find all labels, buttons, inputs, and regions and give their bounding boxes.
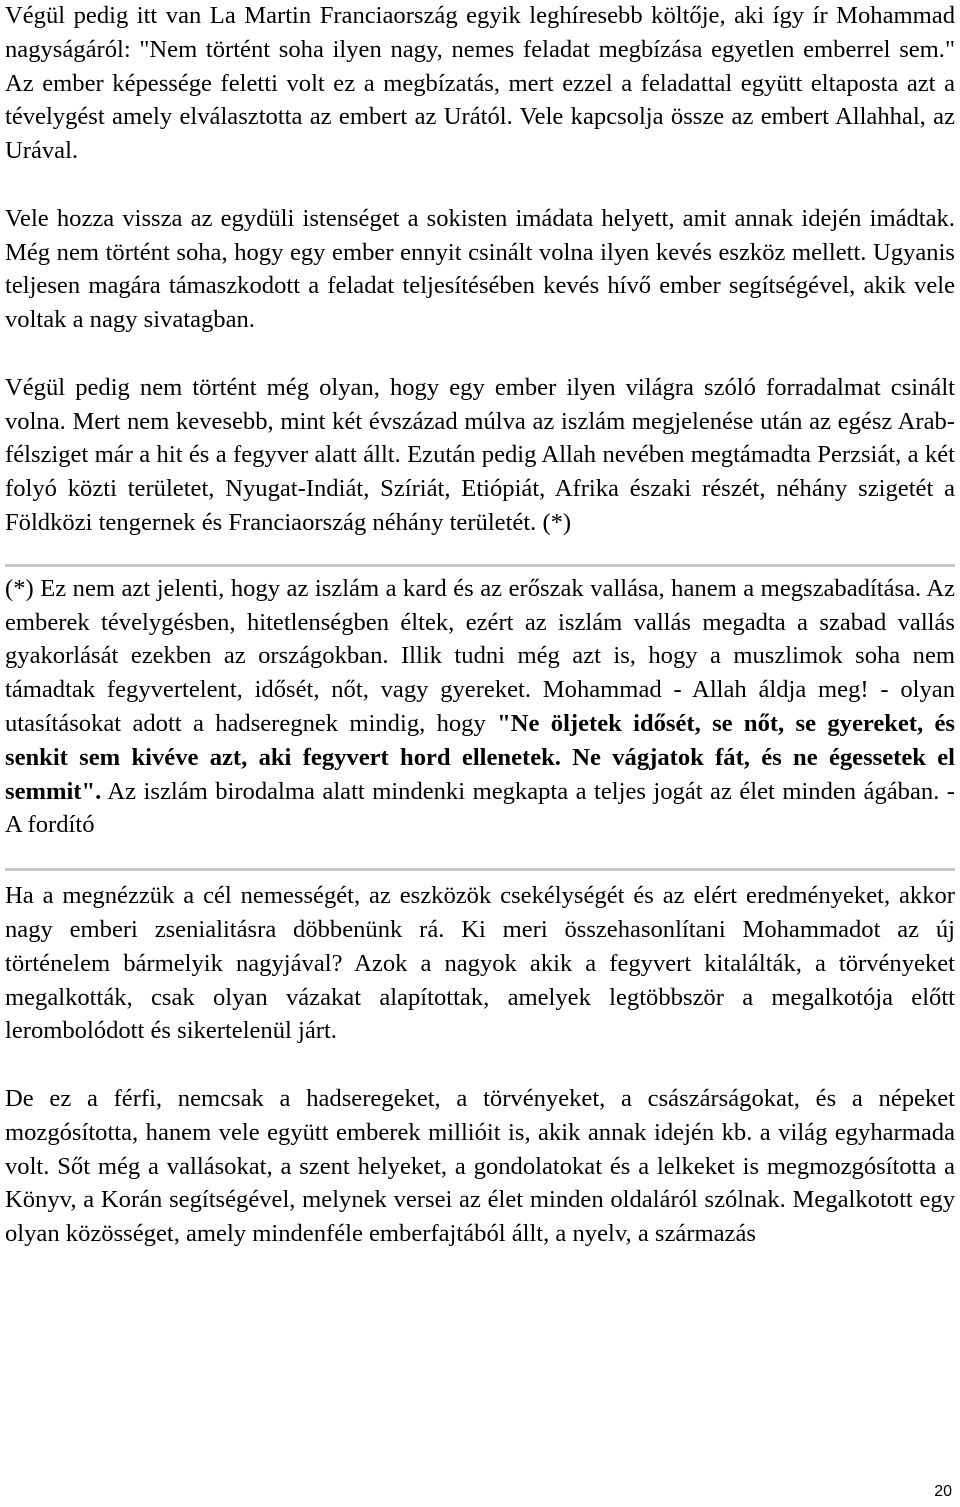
- page-number: 20: [934, 1483, 952, 1500]
- paragraph-revolution: Végül pedig nem történt még olyan, hogy egy ember ilyen világra szóló forradalmat csinált volna. Mert nem kevesebb, mint két évszázad múlva az iszlám megjelenése után az egész Arab-félsziget már a hit és a fegyver alatt állt. Ezután pedig Allah nevében megtámadta Perzsiát, a két folyó közti területet, Nyugat-Indiát, Szíriát, Etiópiát, Afrika északi részét, néhány szigetét a Földközi tengernek és Franciaország néhány területét. (*): [5, 373, 955, 536]
- paragraph-mobilization: De ez a férfi, nemcsak a hadseregeket, a törvényeket, a császárságokat, és a népeket mozgósította, hanem vele együtt emberek millióit is, akik annak idején kb. a világ egyharmada volt. Sőt még a vallásokat, a szent helyeket, a gondolatokat és a lelkeket is megmozgósította a Könyv, a Korán segítségével, melynek versei az élet minden oldaláról szólnak. Megalkotott egy olyan közösséget, amely mindenféle emberfajtából állt, a nyelv, a származás: [5, 1084, 955, 1248]
- footnote-text-end: Az iszlám birodalma alatt mindenki megkapta a teljes jogát az élet minden ágában. - A fordító: [5, 777, 955, 839]
- paragraph-monotheism: Vele hozza vissza az egydüli istenséget a sokisten imádata helyett, amit annak idején imádtak. Még nem történt soha, hogy egy ember ennyit csinált volna ilyen kevés eszköz mellett. Ugyanis teljesen magára támaszkodott a feladat teljesítésében kevés hívő ember segítségével, akik vele voltak a nagy sivatagban.: [5, 204, 955, 334]
- paragraph-lamartine-quote: Végül pedig itt van La Martin Franciaország egyik leghíresebb költője, aki így ír Mohammad nagyságáról: "Nem történt soha ilyen nagy, nemes feladat megbízása egyetlen emberrel sem." Az ember képessége feletti volt ez a megbízatás, mert ezzel a feladattal együtt eltaposta azt a tévelygést amely elválasztotta az embert az Urától. Vele kapcsolja össze az embert Allahhal, az Urával.: [5, 2, 955, 165]
- paragraph-greatness: Ha a megnézzük a cél nemességét, az eszközök csekélységét és az elért eredményeket, akkor nagy emberi zsenialitásra döbbenünk rá. Ki meri összehasonlítani Mohammadot az új történelem bármelyik nagyjával? Azok a nagyok akik a fegyvert kitalálták, a törvényeket megalkották, csak olyan vázakat alapítottak, amelyek legtöbbször a megalkotója előtt lerombolódott és sikertelenül járt.: [5, 882, 955, 1045]
- footnote-quote-bold: "Ne öljetek idősét, se nőt, se gyereket, és senkit sem kivéve azt, aki fegyvert hord ellenetek. Ne vágjatok fát, és ne égessetek el semmit".: [5, 709, 955, 805]
- footnote-translator: [5, 572, 955, 842]
- footnote-divider-top: [5, 564, 955, 567]
- footnote-divider-bottom: [5, 868, 955, 871]
- footnote-text-start: (*) Ez nem azt jelenti, hogy az iszlám a kard és az erőszak vallása, hanem a megszabadítása. Az emberek tévelygésben, hitetlenségben éltek, ezért az iszlám vallás megadta a szabad vallás gyakorlását ezekben az országokban. Illik tudni még azt is, hogy a muszlimok soha nem támadtak fegyvertelent, idősét, nőt, vagy gyereket. Mohammad - Allah áldja meg! - olyan utasításokat adott a hadseregnek mindig, hogy: [5, 574, 955, 737]
- document-page: [5, 0, 955, 1251]
